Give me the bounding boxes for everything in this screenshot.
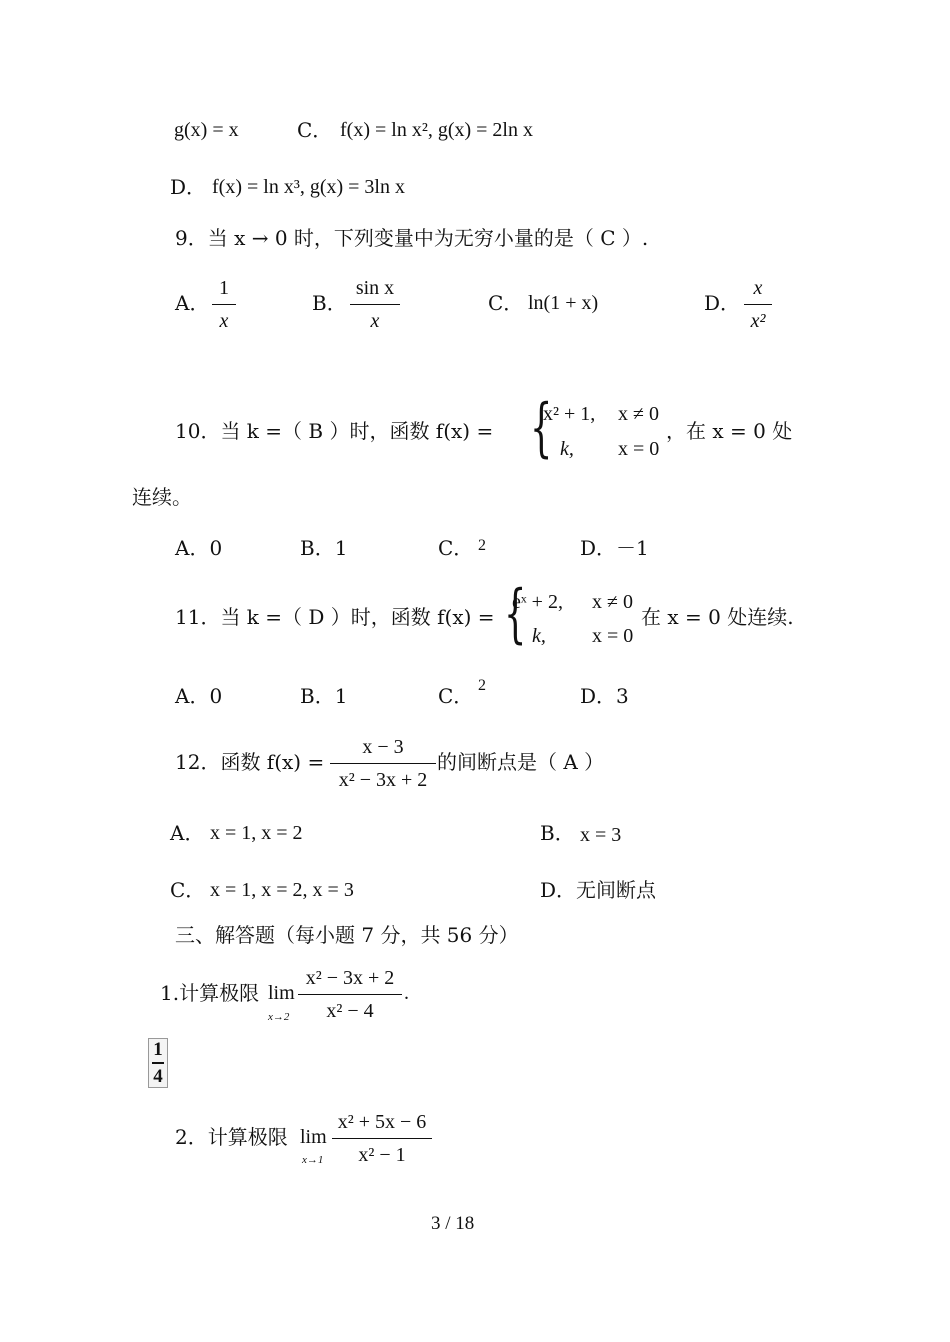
problem-1-answer bbox=[148, 1038, 168, 1088]
q9-option-d-fraction bbox=[744, 278, 772, 331]
q11-option-c-label: C． bbox=[438, 684, 474, 708]
q11-option-c-value: 2 bbox=[478, 677, 486, 694]
q12-option-d: D．无间断点 bbox=[540, 878, 657, 902]
problem-1-prefix: 1.计算极限 bbox=[160, 981, 260, 1005]
q9-option-c-text: ln(1 + x) bbox=[528, 292, 599, 314]
q11-cond-1: x ≠ 0 bbox=[592, 591, 633, 613]
question-12-prefix: 12．函数 f(x) = bbox=[175, 750, 325, 774]
problem-2-fraction bbox=[332, 1112, 432, 1165]
q10-case-1: x² + 1, bbox=[543, 403, 596, 425]
q10-cond-1: x ≠ 0 bbox=[618, 403, 659, 425]
q11-case-2: k, bbox=[532, 625, 546, 647]
q9-b-denominator: x bbox=[370, 310, 380, 332]
q11-option-a: A．0 bbox=[175, 684, 223, 708]
q10-option-c-value: 2 bbox=[478, 537, 486, 554]
q12-option-c-label: C． bbox=[170, 878, 206, 902]
q9-option-c-label: C． bbox=[488, 291, 524, 315]
q12-option-b-label: B． bbox=[540, 821, 575, 845]
problem-2-lim-sub: x→1 bbox=[302, 1154, 324, 1166]
q9-d-numerator: x bbox=[753, 277, 763, 299]
q9-d-denominator: x² bbox=[750, 310, 766, 332]
option-d-text: f(x) = ln x³, g(x) = 3ln x bbox=[212, 176, 405, 198]
q12-option-a-label: A． bbox=[170, 821, 205, 845]
question-10-prefix: 10．当 k =（ B ）时，函数 f(x) = bbox=[175, 419, 494, 443]
option-c-label: C． bbox=[297, 118, 333, 142]
problem-1-denominator: x² − 4 bbox=[326, 1000, 374, 1022]
q10-brace: { bbox=[530, 391, 553, 465]
q11-brace: { bbox=[504, 577, 527, 651]
problem-1-suffix: . bbox=[404, 982, 409, 1004]
q10-option-d: D．－1 bbox=[580, 536, 649, 560]
q12-option-a: x = 1, x = 2 bbox=[210, 822, 303, 844]
q9-option-a-label: A． bbox=[175, 291, 210, 315]
answer-numerator: 1 bbox=[153, 1039, 163, 1060]
q11-cond-2: x = 0 bbox=[592, 625, 634, 647]
option-d-label: D． bbox=[170, 175, 207, 199]
question-10-continuation: 连续。 bbox=[132, 485, 192, 509]
q9-option-a-fraction bbox=[212, 278, 236, 331]
problem-1-fraction bbox=[298, 968, 402, 1021]
q10-option-a: A．0 bbox=[175, 536, 223, 560]
section-3-heading: 三、解答题（每小题 7 分，共 56 分） bbox=[175, 923, 519, 947]
q9-option-d-label: D． bbox=[704, 291, 741, 315]
q10-option-c-label: C． bbox=[438, 536, 474, 560]
question-12-suffix: 的间断点是（ A ） bbox=[437, 750, 605, 774]
problem-2-denominator: x² − 1 bbox=[358, 1144, 406, 1166]
question-11-prefix: 11．当 k =（ D ）时，函数 f(x) = bbox=[175, 605, 495, 629]
question-11-suffix: 在 x = 0 处连续. bbox=[641, 605, 794, 629]
q9-a-numerator: 1 bbox=[219, 277, 229, 299]
q10-case-2: k, bbox=[560, 438, 574, 460]
q10-cond-2: x = 0 bbox=[618, 438, 660, 460]
problem-1-lim: lim bbox=[268, 982, 295, 1004]
q9-option-b-label: B． bbox=[312, 291, 347, 315]
q11-option-d: D．3 bbox=[580, 684, 629, 708]
question-9: 9．当 x → 0 时，下列变量中为无穷小量的是（ C ）. bbox=[175, 226, 649, 250]
problem-2-prefix: 2．计算极限 bbox=[175, 1125, 288, 1149]
q10-option-b: B．1 bbox=[300, 536, 348, 560]
problem-1-numerator: x² − 3x + 2 bbox=[305, 967, 395, 989]
q11-option-b: B．1 bbox=[300, 684, 348, 708]
page-number: 3 / 18 bbox=[431, 1213, 475, 1234]
problem-2-numerator: x² + 5x − 6 bbox=[337, 1111, 427, 1133]
q9-option-b-fraction bbox=[350, 278, 400, 331]
q11-case-1: eˣ + 2, bbox=[512, 591, 563, 613]
q12-denominator: x² − 3x + 2 bbox=[338, 769, 428, 791]
option-c-prev-g: g(x) = x bbox=[174, 119, 239, 141]
problem-1-lim-sub: x→2 bbox=[268, 1011, 290, 1023]
answer-denominator: 4 bbox=[153, 1066, 163, 1087]
q12-option-c: x = 1, x = 2, x = 3 bbox=[210, 879, 354, 901]
q12-numerator: x − 3 bbox=[362, 736, 404, 758]
q9-a-denominator: x bbox=[219, 310, 229, 332]
question-10-suffix: ，在 x = 0 处 bbox=[666, 419, 793, 443]
q12-option-b: x = 3 bbox=[580, 824, 622, 846]
option-c-text: f(x) = ln x², g(x) = 2ln x bbox=[340, 119, 533, 141]
q9-b-numerator: sin x bbox=[355, 277, 395, 299]
problem-2-lim: lim bbox=[300, 1126, 327, 1148]
q12-fraction bbox=[330, 737, 436, 790]
